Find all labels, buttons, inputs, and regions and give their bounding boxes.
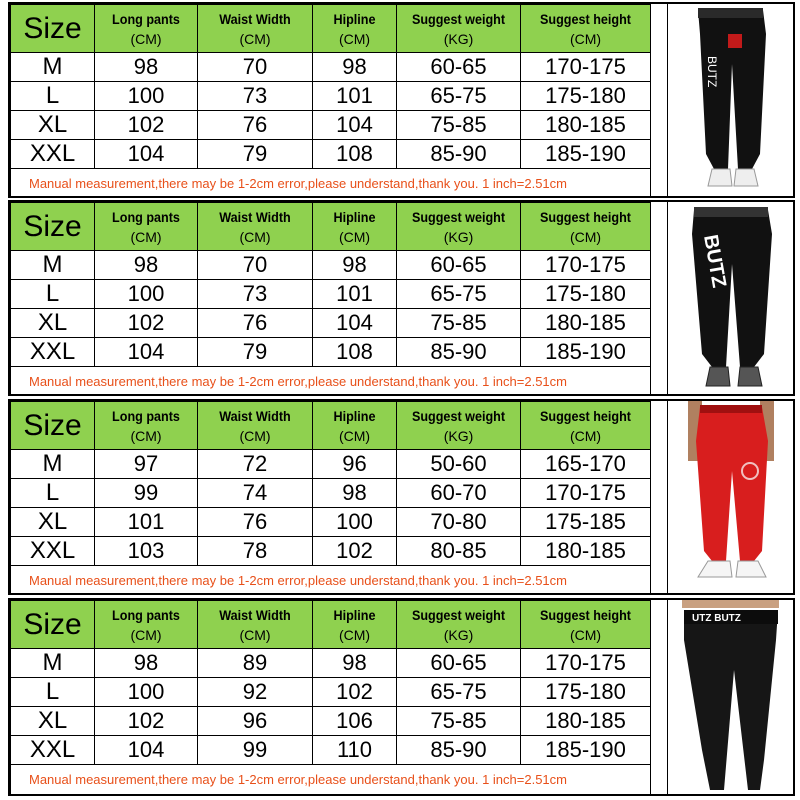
measurement-note: Manual measurement,there may be 1-2cm error,please understand,thank you. 1 inch=2.51cm	[11, 169, 651, 198]
suggest-height-header: Suggest height (CM)	[521, 203, 651, 251]
size-cell: XL	[11, 707, 95, 736]
value-cell: 80-85	[397, 537, 521, 566]
value-cell: 73	[198, 82, 313, 111]
size-cell: L	[11, 678, 95, 707]
value-cell: 72	[198, 450, 313, 479]
value-cell: 98	[313, 479, 397, 508]
value-cell: 70	[198, 53, 313, 82]
size-cell: XXL	[11, 338, 95, 367]
value-cell: 76	[198, 508, 313, 537]
suggest-height-header: Suggest height (CM)	[521, 402, 651, 450]
value-cell: 98	[313, 649, 397, 678]
size-header: Size	[11, 5, 95, 53]
table-row	[11, 649, 651, 678]
value-cell: 185-190	[521, 736, 651, 765]
table-row	[11, 537, 651, 566]
value-cell: 70	[198, 251, 313, 280]
value-cell: 73	[198, 280, 313, 309]
value-cell: 100	[95, 82, 198, 111]
table-row	[11, 450, 651, 479]
value-cell: 101	[95, 508, 198, 537]
value-cell: 185-190	[521, 140, 651, 169]
value-cell: 108	[313, 140, 397, 169]
value-cell: 98	[95, 53, 198, 82]
value-cell: 170-175	[521, 251, 651, 280]
long-pants-header: Long pants (CM)	[95, 601, 198, 649]
value-cell: 76	[198, 309, 313, 338]
size-chart-4	[8, 598, 795, 796]
value-cell: 104	[313, 309, 397, 338]
table-row	[11, 479, 651, 508]
value-cell: 98	[313, 53, 397, 82]
value-cell: 103	[95, 537, 198, 566]
size-table	[10, 401, 651, 595]
value-cell: 74	[198, 479, 313, 508]
value-cell: 96	[198, 707, 313, 736]
value-cell: 175-180	[521, 82, 651, 111]
size-header: Size	[11, 601, 95, 649]
value-cell: 65-75	[397, 280, 521, 309]
value-cell: 85-90	[397, 140, 521, 169]
value-cell: 104	[95, 140, 198, 169]
size-cell: L	[11, 82, 95, 111]
long-pants-header: Long pants (CM)	[95, 402, 198, 450]
value-cell: 170-175	[521, 479, 651, 508]
value-cell: 102	[313, 678, 397, 707]
hipline-header: Hipline (CM)	[313, 5, 397, 53]
value-cell: 97	[95, 450, 198, 479]
value-cell: 175-180	[521, 678, 651, 707]
value-cell: 180-185	[521, 111, 651, 140]
size-cell: M	[11, 251, 95, 280]
value-cell: 75-85	[397, 309, 521, 338]
measurement-note: Manual measurement,there may be 1-2cm error,please understand,thank you. 1 inch=2.51cm	[11, 566, 651, 595]
value-cell: 76	[198, 111, 313, 140]
value-cell: 99	[95, 479, 198, 508]
size-table	[10, 600, 651, 795]
table-row	[11, 508, 651, 537]
value-cell: 75-85	[397, 111, 521, 140]
table-row	[11, 82, 651, 111]
pants-image	[668, 600, 793, 794]
size-header: Size	[11, 203, 95, 251]
value-cell: 78	[198, 537, 313, 566]
size-table	[10, 202, 651, 396]
value-cell: 89	[198, 649, 313, 678]
value-cell: 98	[95, 251, 198, 280]
size-table	[10, 4, 651, 198]
value-cell: 102	[313, 537, 397, 566]
value-cell: 79	[198, 338, 313, 367]
size-cell: XL	[11, 111, 95, 140]
value-cell: 108	[313, 338, 397, 367]
table-row	[11, 736, 651, 765]
table-row	[11, 53, 651, 82]
value-cell: 50-60	[397, 450, 521, 479]
table-row	[11, 678, 651, 707]
measurement-note: Manual measurement,there may be 1-2cm error,please understand,thank you. 1 inch=2.51cm	[11, 367, 651, 396]
waist-width-header: Waist Width (CM)	[198, 402, 313, 450]
value-cell: 175-185	[521, 508, 651, 537]
size-cell: L	[11, 280, 95, 309]
value-cell: 100	[95, 678, 198, 707]
suggest-height-header: Suggest height (CM)	[521, 601, 651, 649]
table-row	[11, 280, 651, 309]
value-cell: 60-65	[397, 649, 521, 678]
value-cell: 60-65	[397, 251, 521, 280]
table-row	[11, 251, 651, 280]
size-cell: M	[11, 53, 95, 82]
svg-text:UTZ BUTZ: UTZ BUTZ	[692, 613, 741, 624]
value-cell: 96	[313, 450, 397, 479]
table-row	[11, 309, 651, 338]
table-row	[11, 140, 651, 169]
long-pants-header: Long pants (CM)	[95, 203, 198, 251]
size-cell: XXL	[11, 736, 95, 765]
value-cell: 85-90	[397, 338, 521, 367]
size-cell: XXL	[11, 537, 95, 566]
table-row	[11, 707, 651, 736]
product-photo	[667, 401, 793, 593]
value-cell: 101	[313, 280, 397, 309]
value-cell: 65-75	[397, 82, 521, 111]
waist-width-header: Waist Width (CM)	[198, 5, 313, 53]
size-header: Size	[11, 402, 95, 450]
size-cell: M	[11, 450, 95, 479]
suggest-weight-header: Suggest weight (KG)	[397, 601, 521, 649]
value-cell: 75-85	[397, 707, 521, 736]
size-cell: XXL	[11, 140, 95, 169]
product-photo	[667, 600, 793, 794]
value-cell: 99	[198, 736, 313, 765]
long-pants-header: Long pants (CM)	[95, 5, 198, 53]
value-cell: 165-170	[521, 450, 651, 479]
value-cell: 100	[313, 508, 397, 537]
value-cell: 85-90	[397, 736, 521, 765]
measurement-note: Manual measurement,there may be 1-2cm error,please understand,thank you. 1 inch=2.51cm	[11, 765, 651, 795]
value-cell: 98	[95, 649, 198, 678]
value-cell: 98	[313, 251, 397, 280]
hipline-header: Hipline (CM)	[313, 402, 397, 450]
value-cell: 65-75	[397, 678, 521, 707]
value-cell: 170-175	[521, 53, 651, 82]
value-cell: 104	[95, 736, 198, 765]
value-cell: 101	[313, 82, 397, 111]
value-cell: 92	[198, 678, 313, 707]
size-cell: L	[11, 479, 95, 508]
pants-image	[668, 4, 793, 196]
product-photo	[667, 202, 793, 394]
size-cell: XL	[11, 508, 95, 537]
size-cell: XL	[11, 309, 95, 338]
value-cell: 110	[313, 736, 397, 765]
value-cell: 180-185	[521, 537, 651, 566]
pants-image	[668, 202, 793, 394]
suggest-height-header: Suggest height (CM)	[521, 5, 651, 53]
suggest-weight-header: Suggest weight (KG)	[397, 402, 521, 450]
svg-text:BUTZ: BUTZ	[705, 56, 719, 88]
value-cell: 175-180	[521, 280, 651, 309]
table-row	[11, 338, 651, 367]
value-cell: 180-185	[521, 707, 651, 736]
product-photo	[667, 4, 793, 196]
value-cell: 102	[95, 111, 198, 140]
value-cell: 60-70	[397, 479, 521, 508]
value-cell: 79	[198, 140, 313, 169]
pants-image	[668, 401, 793, 593]
value-cell: 170-175	[521, 649, 651, 678]
hipline-header: Hipline (CM)	[313, 203, 397, 251]
svg-text:BUTZ: BUTZ	[699, 233, 731, 290]
value-cell: 102	[95, 707, 198, 736]
size-chart-3	[8, 399, 795, 595]
value-cell: 102	[95, 309, 198, 338]
value-cell: 180-185	[521, 309, 651, 338]
value-cell: 104	[95, 338, 198, 367]
table-row	[11, 111, 651, 140]
waist-width-header: Waist Width (CM)	[198, 601, 313, 649]
value-cell: 60-65	[397, 53, 521, 82]
suggest-weight-header: Suggest weight (KG)	[397, 203, 521, 251]
waist-width-header: Waist Width (CM)	[198, 203, 313, 251]
size-cell: M	[11, 649, 95, 678]
value-cell: 106	[313, 707, 397, 736]
value-cell: 185-190	[521, 338, 651, 367]
value-cell: 70-80	[397, 508, 521, 537]
suggest-weight-header: Suggest weight (KG)	[397, 5, 521, 53]
value-cell: 100	[95, 280, 198, 309]
value-cell: 104	[313, 111, 397, 140]
hipline-header: Hipline (CM)	[313, 601, 397, 649]
size-chart-1	[8, 2, 795, 198]
size-chart-2	[8, 200, 795, 396]
